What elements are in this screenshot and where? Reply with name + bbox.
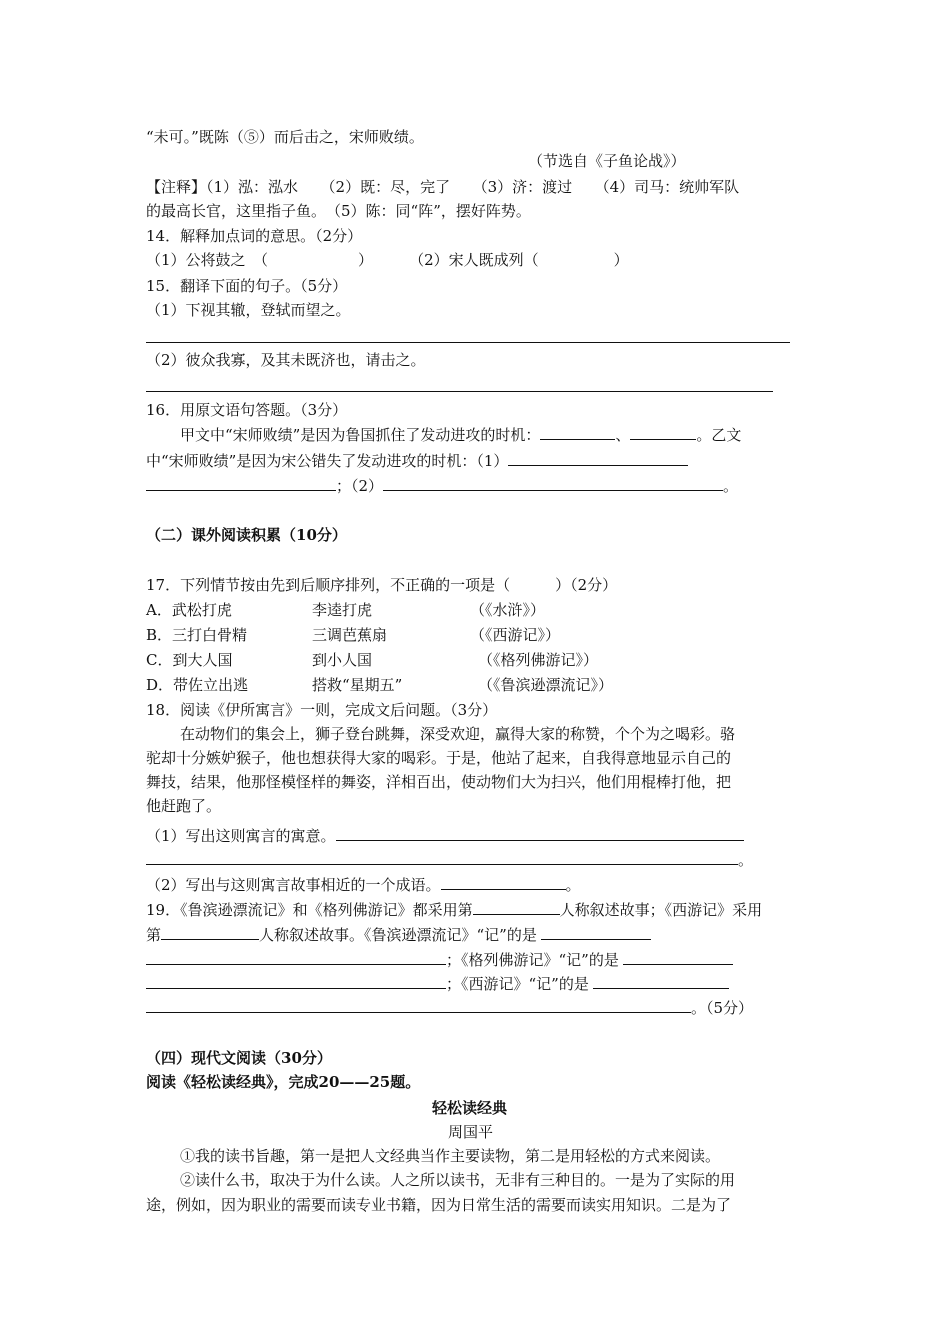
q16-line-3: ；（2） 。 bbox=[146, 476, 738, 496]
q16-blank-4[interactable] bbox=[146, 476, 336, 491]
notes-line-1: 【注释】（1）泓：泓水 （2）既：尽，完了 （3）济：渡过 （4）司马：统帅军队 bbox=[146, 178, 740, 196]
q18-para-line-4: 他赶跑了。 bbox=[146, 797, 222, 815]
q19-line-5: 。（5分） bbox=[146, 998, 753, 1018]
q19-blank-1[interactable] bbox=[473, 900, 560, 915]
q15-stem: 15．翻译下面的句子。（5分） bbox=[146, 277, 348, 295]
q18-blank-2[interactable] bbox=[441, 875, 566, 890]
q14-blank-2[interactable]: （ ） bbox=[523, 251, 629, 269]
q19-blank-8[interactable] bbox=[146, 998, 691, 1013]
q19-blank-6[interactable] bbox=[146, 974, 446, 989]
q16-line-1: 甲文中“宋师败绩”是因为鲁国抓住了发动进攻的时机： 、 。乙文 bbox=[180, 426, 742, 444]
q17-option-a[interactable]: A．武松打虎 李逵打虎 （《水浒》） bbox=[146, 601, 546, 619]
notes-line-2: 的最高长官，这里指子鱼。 （5）陈：同“阵”，摆好阵势。 bbox=[146, 202, 531, 220]
article-paragraph-1: ①我的读书旨趣，第一是把人文经典当作主要读物，第二是用轻松的方式来阅读。 bbox=[180, 1147, 721, 1165]
q19-blank-7[interactable] bbox=[593, 974, 729, 989]
q15-answer-line-2[interactable] bbox=[146, 391, 773, 392]
q18-sub-1: （1）写出这则寓言的寓意。 bbox=[146, 826, 744, 846]
q19-blank-4[interactable] bbox=[146, 950, 446, 965]
q18-sub-1-cont: 。 bbox=[146, 850, 753, 870]
q18-blank-1a[interactable] bbox=[336, 826, 744, 841]
q18-para-line-1: 在动物们的集会上，狮子登台跳舞，深受欢迎，赢得大家的称赞，个个为之喝彩。骆 bbox=[180, 725, 736, 743]
passage-tail: “未可。”既陈（⑤）而后击之，宋师败绩。 bbox=[146, 128, 424, 146]
q19-blank-5[interactable] bbox=[623, 950, 733, 965]
section-4-intro: 阅读《轻松读经典》，完成20——25题。 bbox=[146, 1073, 421, 1091]
q18-stem: 18．阅读《伊所寓言》一则，完成文后问题。（3分） bbox=[146, 701, 498, 719]
q14-stem: 14．解释加点词的意思。（2分） bbox=[146, 227, 363, 245]
q17-stem: 17．下列情节按由先到后顺序排列，不正确的一项是（ ）（2分） bbox=[146, 576, 618, 594]
q17-option-b[interactable]: B．三打白骨精 三调芭蕉扇 （《西游记》） bbox=[146, 626, 561, 644]
q16-line-2: 中“宋师败绩”是因为宋公错失了发动进攻的时机：（1） bbox=[146, 451, 688, 471]
q16-blank-2[interactable] bbox=[630, 425, 696, 440]
q14-item-2: （2）宋人既成列 bbox=[409, 251, 524, 269]
q18-sub-2: （2）写出与这则寓言故事相近的一个成语。 。 bbox=[146, 876, 581, 894]
passage-source: （节选自《子鱼论战》） bbox=[528, 152, 686, 170]
article-author: 周国平 bbox=[448, 1123, 494, 1141]
article-title: 轻松读经典 bbox=[432, 1099, 508, 1117]
q14-items bbox=[146, 250, 629, 270]
q18-para-line-2: 驼却十分嫉妒猴子，他也想获得大家的喝彩。于是，他站了起来，自我得意地显示自己的 bbox=[146, 749, 732, 767]
q19-line-2: 第 人称叙述故事。《鲁滨逊漂流记》“记”的是 bbox=[146, 925, 651, 945]
q14-blank-1[interactable]: （ ） bbox=[245, 251, 374, 269]
q17-option-d[interactable]: D．带佐立出逃 搭救“星期五” （《鲁滨逊漂流记》） bbox=[146, 676, 614, 694]
q19-blank-2[interactable] bbox=[161, 925, 259, 940]
q16-blank-1[interactable] bbox=[540, 425, 615, 440]
q17-option-c[interactable]: C．到大人国 到小人国 （《格列佛游记》） bbox=[146, 651, 599, 669]
section-4-title: （四）现代文阅读（30分） bbox=[146, 1049, 332, 1067]
q19-line-1: 19．《鲁滨逊漂流记》和《格列佛游记》都采用第 人称叙述故事；《西游记》采用 bbox=[146, 901, 763, 919]
q15-item-1: （1）下视其辙，登轼而望之。 bbox=[146, 301, 351, 319]
q15-item-2: （2）彼众我寡，及其未既济也，请击之。 bbox=[146, 351, 426, 369]
q16-blank-5[interactable] bbox=[383, 476, 723, 491]
q14-item-1: （1）公将鼓之 bbox=[146, 251, 246, 269]
section-2-title: （二）课外阅读积累（10分） bbox=[146, 526, 347, 544]
q18-para-line-3: 舞技，结果，他那怪模怪样的舞姿，洋相百出，使动物们大为扫兴，他们用棍棒打他，把 bbox=[146, 773, 732, 791]
q19-line-3: ；《格列佛游记》“记”的是 bbox=[146, 950, 733, 970]
q16-stem: 16．用原文语句答题。（3分） bbox=[146, 401, 348, 419]
q19-blank-3[interactable] bbox=[541, 925, 651, 940]
q15-answer-line-1[interactable] bbox=[146, 342, 790, 343]
article-paragraph-2-line-1: ②读什么书，取决于为什么读。人之所以读书，无非有三种目的。一是为了实际的用 bbox=[180, 1171, 736, 1189]
q16-blank-3[interactable] bbox=[508, 451, 688, 466]
q18-blank-1b[interactable] bbox=[146, 850, 738, 865]
q19-line-4: ；《西游记》“记”的是 bbox=[146, 974, 729, 994]
article-paragraph-2-line-2: 途，例如，因为职业的需要而读专业书籍，因为日常生活的需要而读实用知识。二是为了 bbox=[146, 1196, 732, 1214]
